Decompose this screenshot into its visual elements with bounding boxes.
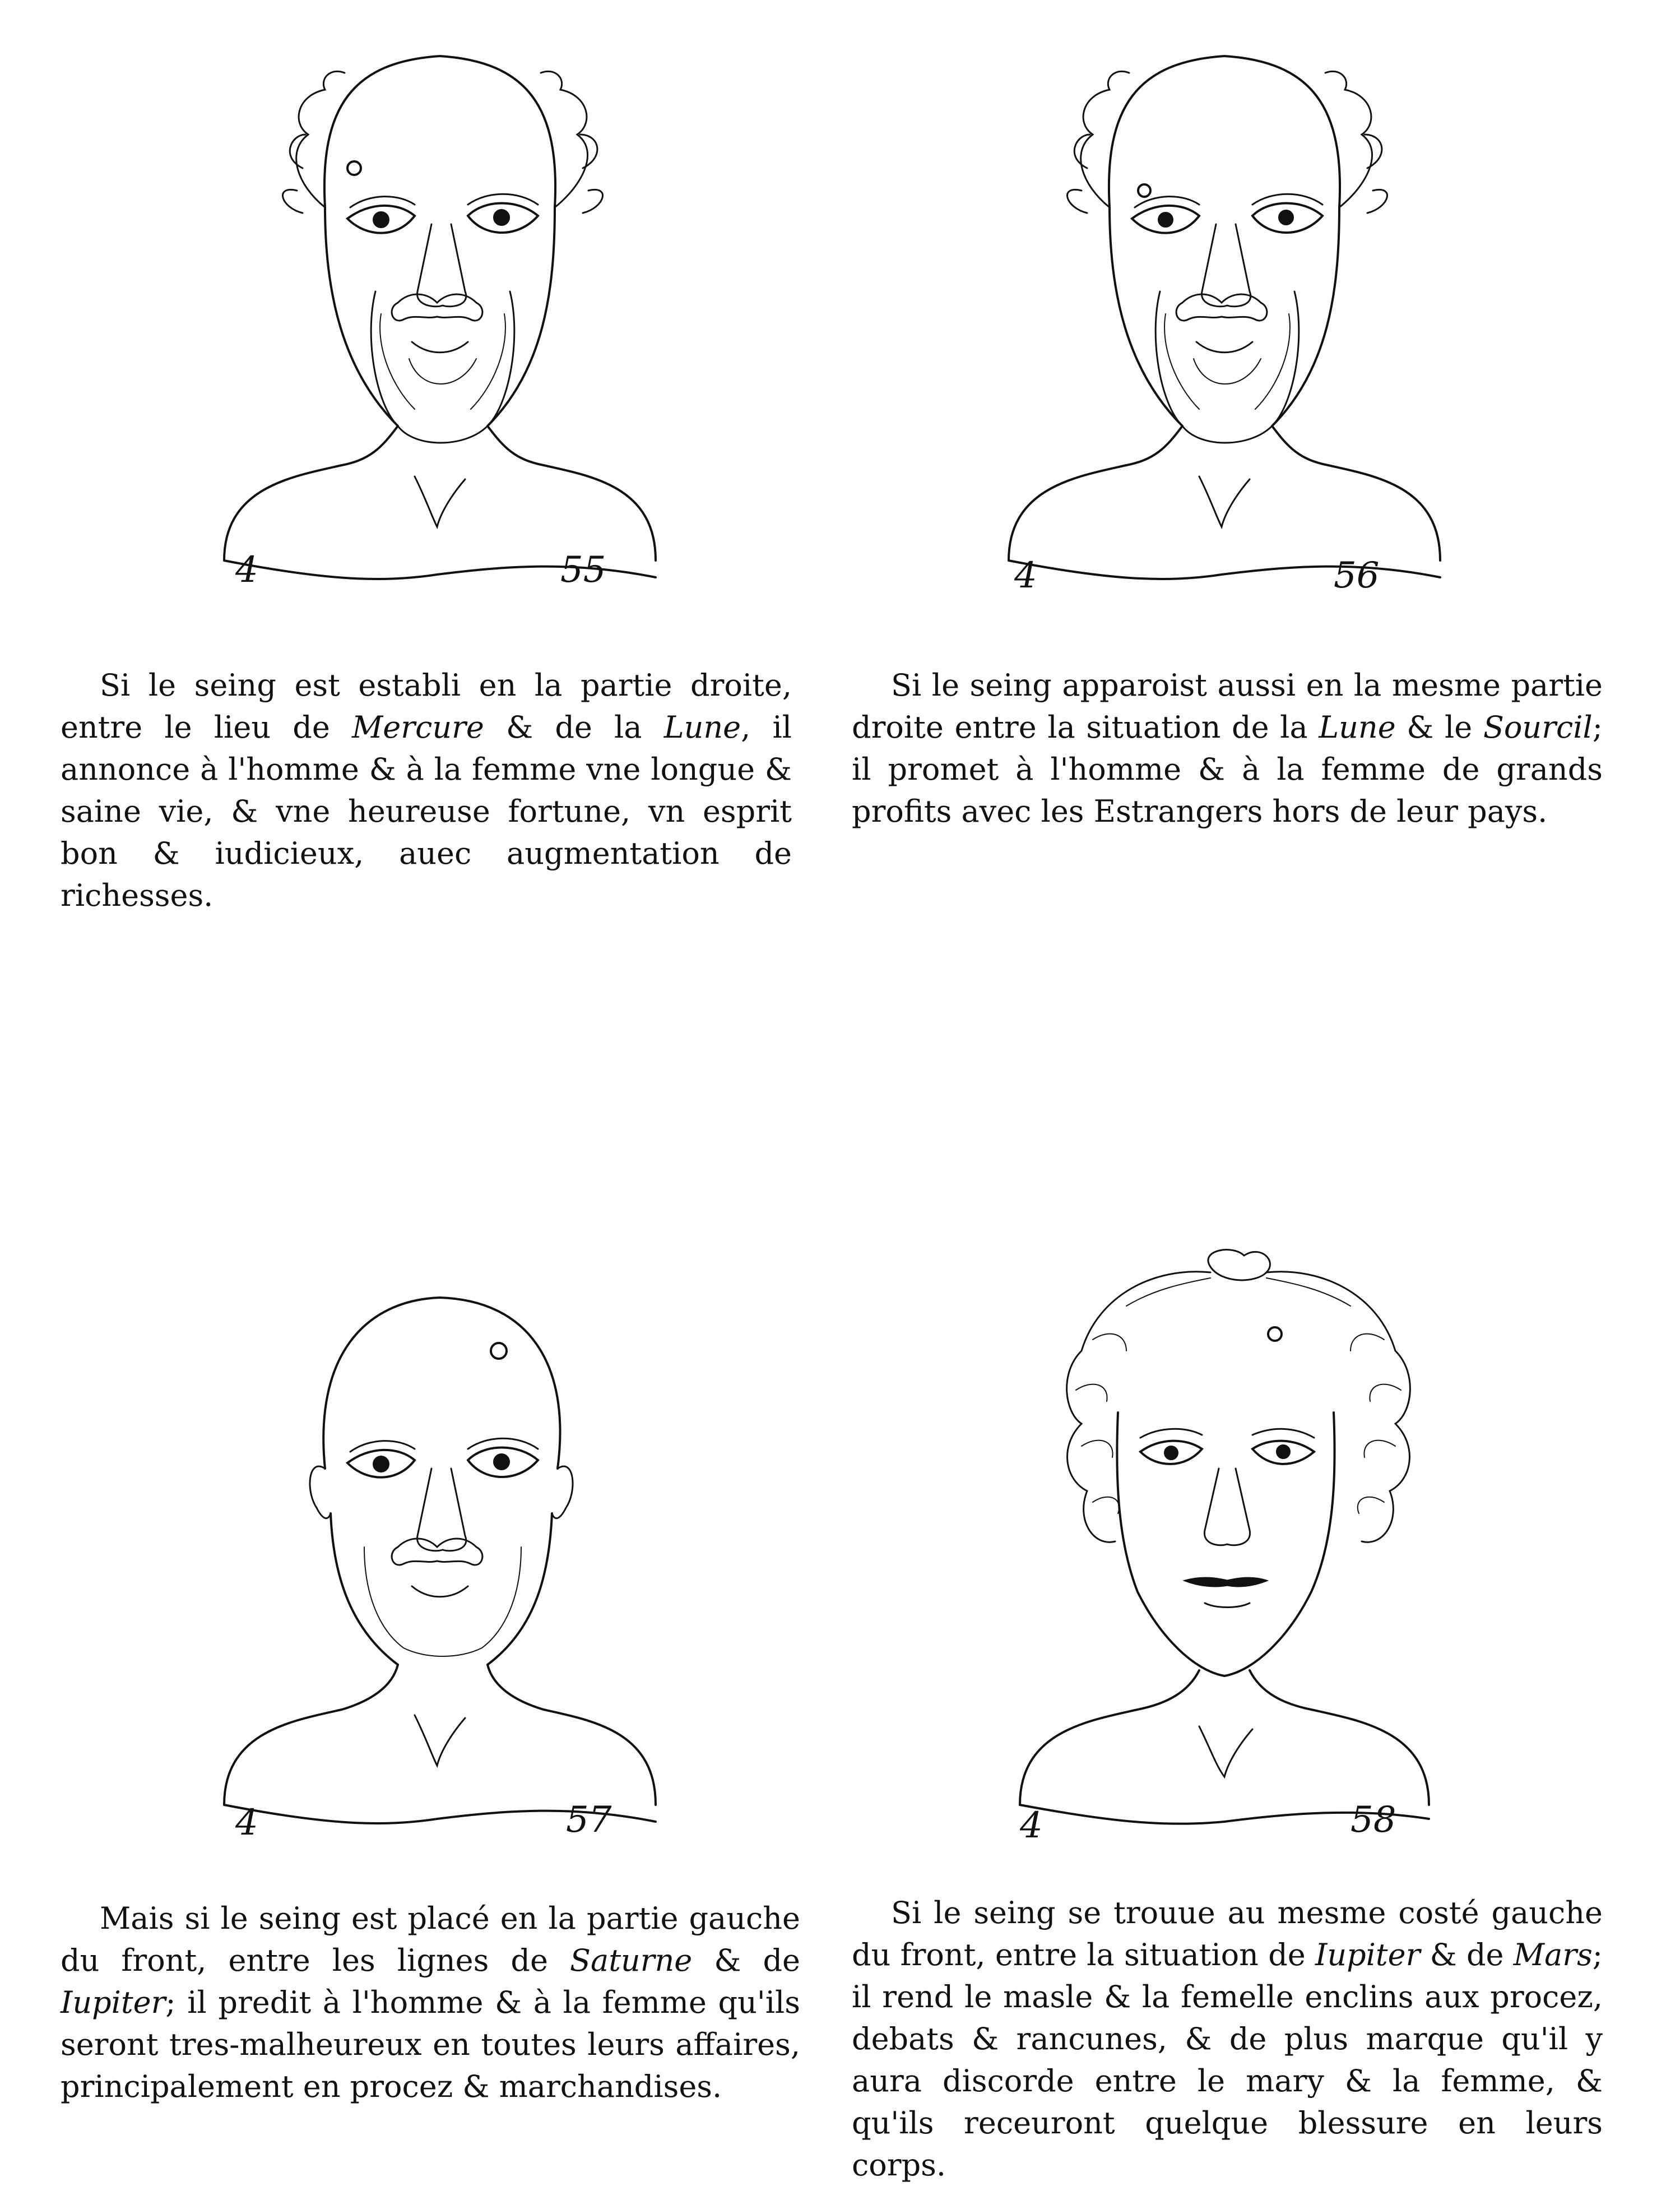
caption-58-text-3: ; il rend le masle & la femelle enclins aux procez, debats & rancunes, & de plus marque qu'il y aura discorde entre le mary & la femme, & qu'ils receuront quelque blessure en leurs corps. bbox=[852, 1937, 1603, 2183]
mole-58 bbox=[1268, 1327, 1282, 1341]
caption-56-text-2: & le bbox=[1395, 710, 1483, 745]
figure-57 bbox=[213, 1267, 672, 1850]
caption-56-text-1: Si le seing apparoist aussi en la mesme partie droite entre la situation de la bbox=[852, 668, 1603, 745]
caption-57 bbox=[61, 1897, 800, 2108]
caption-56-emphasis-lune: Lune bbox=[1319, 710, 1396, 745]
caption-55-text-1: Si le seing est establi en la partie droite, entre le lieu de bbox=[61, 668, 792, 745]
portrait-57-drawing bbox=[213, 1267, 672, 1850]
caption-57-text-3: ; il predit à l'homme & à la femme qu'ils seront tres-malheureux en toutes leurs affaires, principalement en procez & marchandises. bbox=[61, 1985, 800, 2104]
caption-57-emphasis-saturne: Saturne bbox=[570, 1943, 693, 1978]
figure-55-number: 55 bbox=[560, 549, 606, 591]
caption-56-emphasis-sourcil: Sourcil bbox=[1483, 710, 1593, 745]
figure-55-left-label: 4 bbox=[235, 549, 258, 591]
caption-55-emphasis-lune: Lune bbox=[663, 710, 741, 745]
portrait-55-drawing bbox=[213, 22, 672, 605]
figure-58-left-label: 4 bbox=[1020, 1805, 1043, 1846]
caption-55-text-3: , il annonce à l'homme & à la femme vne longue & saine vie, & vne heureuse fortune, vn esprit bon & iudicieux, auec augmentation de richesses. bbox=[61, 710, 792, 913]
figure-56-left-label: 4 bbox=[1014, 555, 1037, 596]
figure-58-number: 58 bbox=[1351, 1799, 1396, 1841]
caption-57-text-2: & de bbox=[692, 1943, 801, 1978]
figure-56-number: 56 bbox=[1334, 555, 1380, 596]
portrait-56-drawing bbox=[997, 22, 1457, 605]
figure-58 bbox=[997, 1244, 1457, 1850]
caption-56 bbox=[852, 664, 1603, 832]
caption-57-text-1: Mais si le seing est placé en la partie gauche du front, entre les lignes de bbox=[61, 1901, 800, 1978]
caption-55-text-2: & de la bbox=[484, 710, 664, 745]
caption-58-text-2: & de bbox=[1420, 1937, 1514, 1972]
caption-58-emphasis-iupiter: Iupiter bbox=[1315, 1937, 1421, 1972]
caption-58 bbox=[852, 1892, 1603, 2186]
caption-57-emphasis-iupiter: Iupiter bbox=[61, 1985, 166, 2020]
portrait-58-drawing bbox=[997, 1244, 1457, 1850]
caption-58-emphasis-mars: Mars bbox=[1513, 1937, 1593, 1972]
figure-57-number: 57 bbox=[566, 1799, 612, 1841]
caption-56-text-3: ; il promet à l'homme & à la femme de grands profits avec les Estrangers hors de leur pays. bbox=[852, 710, 1603, 829]
mole-56 bbox=[1138, 184, 1150, 197]
mole-55 bbox=[347, 161, 361, 175]
figure-56 bbox=[997, 22, 1457, 605]
caption-55 bbox=[61, 664, 792, 916]
figure-55 bbox=[213, 22, 672, 605]
mole-57 bbox=[491, 1343, 507, 1359]
caption-58-text-1: Si le seing se trouue au mesme costé gauche du front, entre la situation de bbox=[852, 1895, 1603, 1972]
caption-55-emphasis-mercure: Mercure bbox=[352, 710, 484, 745]
figure-57-left-label: 4 bbox=[235, 1802, 258, 1844]
